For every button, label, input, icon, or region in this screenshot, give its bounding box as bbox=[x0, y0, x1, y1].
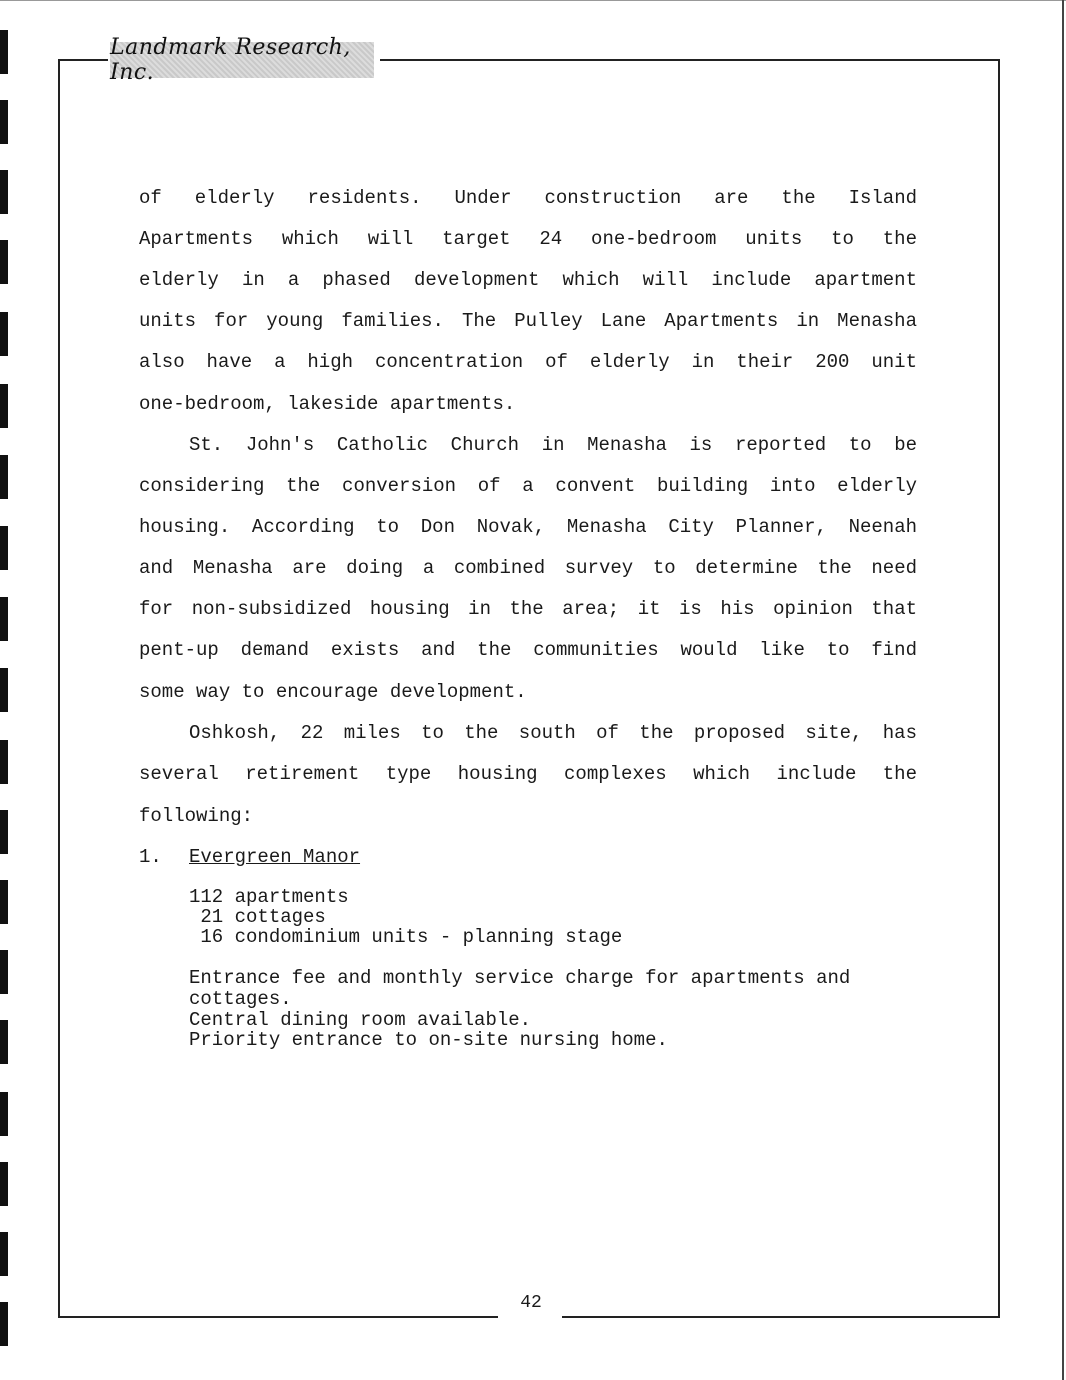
binding-mark bbox=[0, 668, 8, 712]
body-text-line: for non-subsidized housing in the area; it is his opinion that bbox=[139, 598, 917, 620]
binding-mark bbox=[0, 240, 8, 284]
frame-line bbox=[58, 59, 108, 61]
frame-line bbox=[380, 59, 1000, 61]
logo-text: Landmark Research, Inc. bbox=[110, 35, 351, 85]
binding-mark bbox=[0, 950, 8, 994]
company-logo bbox=[110, 35, 374, 85]
body-text-line: one-bedroom, lakeside apartments. bbox=[139, 393, 516, 415]
page-edge-top bbox=[0, 0, 1066, 1]
body-text-line: pent-up demand exists and the communities would like to find bbox=[139, 639, 917, 661]
binding-mark bbox=[0, 880, 8, 924]
binding-mark bbox=[0, 455, 8, 499]
page-edge-right bbox=[1062, 0, 1064, 1380]
body-text-line: Apartments which will target 24 one-bedroom units to the bbox=[139, 228, 917, 250]
binding-mark bbox=[0, 810, 8, 854]
binding-mark bbox=[0, 312, 8, 356]
binding-mark bbox=[0, 1302, 8, 1346]
frame-line bbox=[998, 59, 1000, 1318]
unit-line: 21 cottages bbox=[189, 906, 326, 928]
body-text-line: St. John's Catholic Church in Menasha is reported to be bbox=[189, 434, 917, 456]
binding-mark bbox=[0, 384, 8, 428]
list-item-number: 1. bbox=[139, 846, 162, 868]
body-text-line: also have a high concentration of elderly in their 200 unit bbox=[139, 351, 917, 373]
binding-mark bbox=[0, 740, 8, 784]
frame-line bbox=[58, 1316, 498, 1318]
binding-mark bbox=[0, 1232, 8, 1276]
body-text-line: housing. According to Don Novak, Menasha City Planner, Neenah bbox=[139, 516, 917, 538]
list-item-title: Evergreen Manor bbox=[189, 846, 361, 868]
binding-mark bbox=[0, 526, 8, 570]
body-text-line: considering the conversion of a convent building into elderly bbox=[139, 475, 917, 497]
binding-mark bbox=[0, 597, 8, 641]
unit-line: 16 condominium units - planning stage bbox=[189, 926, 623, 948]
binding-mark bbox=[0, 1092, 8, 1136]
body-text-line: several retirement type housing complexes which include the bbox=[139, 763, 917, 785]
unit-line: 112 apartments bbox=[189, 886, 349, 908]
binding-mark bbox=[0, 30, 8, 74]
note-line: Central dining room available. bbox=[189, 1009, 532, 1031]
note-line: cottages. bbox=[189, 988, 292, 1010]
note-line: Entrance fee and monthly service charge for apartments and bbox=[189, 967, 851, 989]
note-line: Priority entrance to on-site nursing home. bbox=[189, 1029, 668, 1051]
body-text-line: units for young families. The Pulley Lane Apartments in Menasha bbox=[139, 310, 917, 332]
binding-mark bbox=[0, 170, 8, 214]
body-text-line: elderly in a phased development which will include apartment bbox=[139, 269, 917, 291]
body-text-line: following: bbox=[139, 805, 254, 827]
body-text-line: and Menasha are doing a combined survey to determine the need bbox=[139, 557, 917, 579]
binding-mark bbox=[0, 100, 8, 144]
binding-mark bbox=[0, 1162, 8, 1206]
body-text-line: Oshkosh, 22 miles to the south of the proposed site, has bbox=[189, 722, 917, 744]
frame-line bbox=[562, 1316, 1000, 1318]
page-number: 42 bbox=[520, 1293, 542, 1313]
frame-line bbox=[58, 60, 60, 1318]
body-text-line: of elderly residents. Under construction are the Island bbox=[139, 187, 917, 209]
body-text-line: some way to encourage development. bbox=[139, 681, 527, 703]
binding-mark bbox=[0, 1020, 8, 1064]
